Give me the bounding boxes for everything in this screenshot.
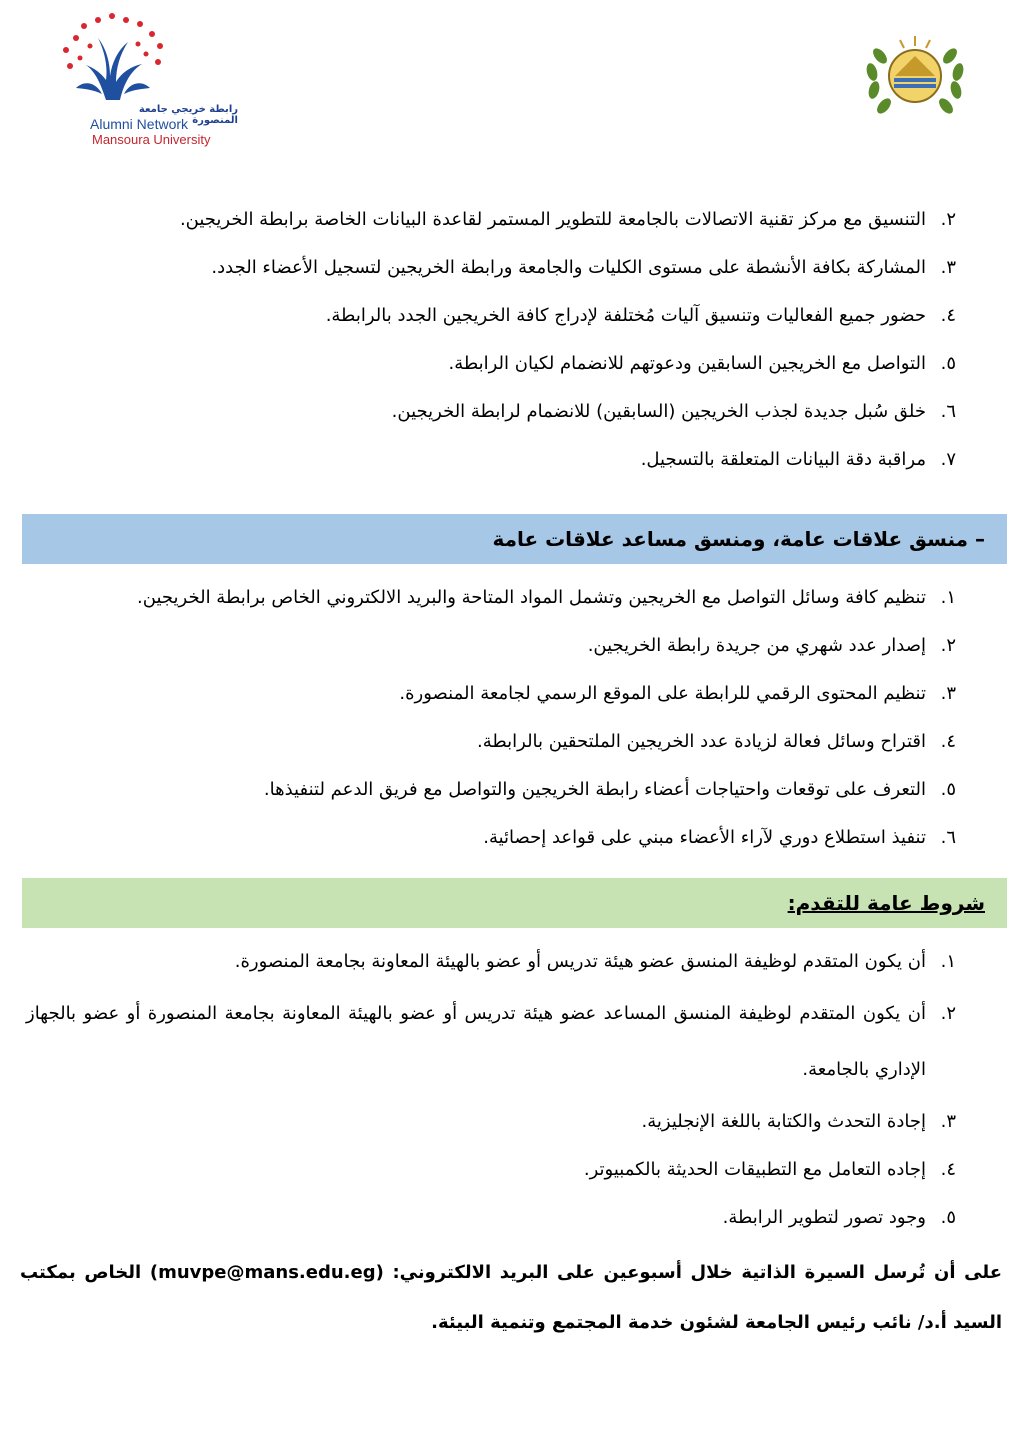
mansoura-university-seal bbox=[850, 16, 980, 146]
list-item: ٦. خلق سُبل جديدة لجذب الخريجين (السابقين) للانضمام لرابطة الخريجين. bbox=[391, 401, 956, 422]
list-item: ١. أن يكون المتقدم لوظيفة المنسق عضو هيئة تدريس أو عضو بالهيئة المعاونة بجامعة المنصورة. bbox=[234, 951, 956, 972]
university-seal-icon bbox=[850, 16, 980, 146]
list-item: ١. تنظيم كافة وسائل التواصل مع الخريجين وتشمل المواد المتاحة والبريد الالكتروني الخاص برابطة الخريجين. bbox=[137, 587, 956, 608]
section3-title: شروط عامة للتقدم: bbox=[787, 891, 985, 915]
footer-instructions: على أن تُرسل السيرة الذاتية خلال أسبوعين على البريد الالكتروني: (muvpe@mans.edu.eg) الخاص بمكتب السيد أ.د/ نائب رئيس الجامعة لشئون خدمة المجتمع وتنمية البيئة. bbox=[20, 1262, 1002, 1333]
list-item: ٢. أن يكون المتقدم لوظيفة المنسق المساعد عضو هيئة تدريس أو عضو بالهيئة المعاونة بجامعة المنصورة أو عضو بالجهاز الإداري بالجامعة. bbox=[26, 1003, 956, 1080]
section3-list bbox=[16, 938, 956, 1242]
alumni-logo-line2: Mansoura University bbox=[92, 132, 211, 147]
section3-header-band bbox=[22, 878, 1007, 928]
alumni-network-logo bbox=[38, 10, 238, 147]
list-item: ٥. التعرف على توقعات واحتياجات أعضاء رابطة الخريجين والتواصل مع فريق الدعم لتنفيذها. bbox=[263, 779, 956, 800]
list-item: ٦. تنفيذ استطلاع دوري لآراء الأعضاء مبني على قواعد إحصائية. bbox=[483, 827, 956, 848]
alumni-logo-line1: Alumni Network bbox=[90, 116, 189, 132]
list-item: ٤. حضور جميع الفعاليات وتنسيق آليات مُختلفة لإدراج كافة الخريجين الجدد بالرابطة. bbox=[325, 305, 956, 326]
list-item: ٧. مراقبة دقة البيانات المتعلقة بالتسجيل. bbox=[640, 449, 956, 470]
tree-hands-icon bbox=[46, 10, 196, 110]
section2-title: – منسق علاقات عامة، ومنسق مساعد علاقات عامة bbox=[492, 527, 985, 551]
section2-list bbox=[16, 574, 956, 862]
list-item: ٣. تنظيم المحتوى الرقمي للرابطة على الموقع الرسمي لجامعة المنصورة. bbox=[399, 683, 956, 704]
list-item: ٥. التواصل مع الخريجين السابقين ودعوتهم للانضمام لكيان الرابطة. bbox=[448, 353, 956, 374]
section1-list bbox=[16, 196, 956, 484]
list-item: ٢. إصدار عدد شهري من جريدة رابطة الخريجين. bbox=[587, 635, 956, 656]
list-item: ٤. إجاده التعامل مع التطبيقات الحديثة بالكمبيوتر. bbox=[583, 1159, 956, 1180]
list-item: ٣. إجادة التحدث والكتابة باللغة الإنجليزية. bbox=[641, 1111, 956, 1132]
list-item: ٥. وجود تصور لتطوير الرابطة. bbox=[722, 1207, 956, 1228]
alumni-logo-arabic: رابطة خريجي جامعة المنصورة bbox=[138, 104, 238, 126]
section2-header-band bbox=[22, 514, 1007, 564]
list-item: ٣. المشاركة بكافة الأنشطة على مستوى الكليات والجامعة ورابطة الخريجين لتسجيل الأعضاء الجدد. bbox=[211, 257, 956, 278]
list-item: ٤. اقتراح وسائل فعالة لزيادة عدد الخريجين الملتحقين بالرابطة. bbox=[476, 731, 956, 752]
list-item: ٢. التنسيق مع مركز تقنية الاتصالات بالجامعة للتطوير المستمر لقاعدة البيانات الخاصة برابطة الخريجين. bbox=[179, 209, 956, 230]
